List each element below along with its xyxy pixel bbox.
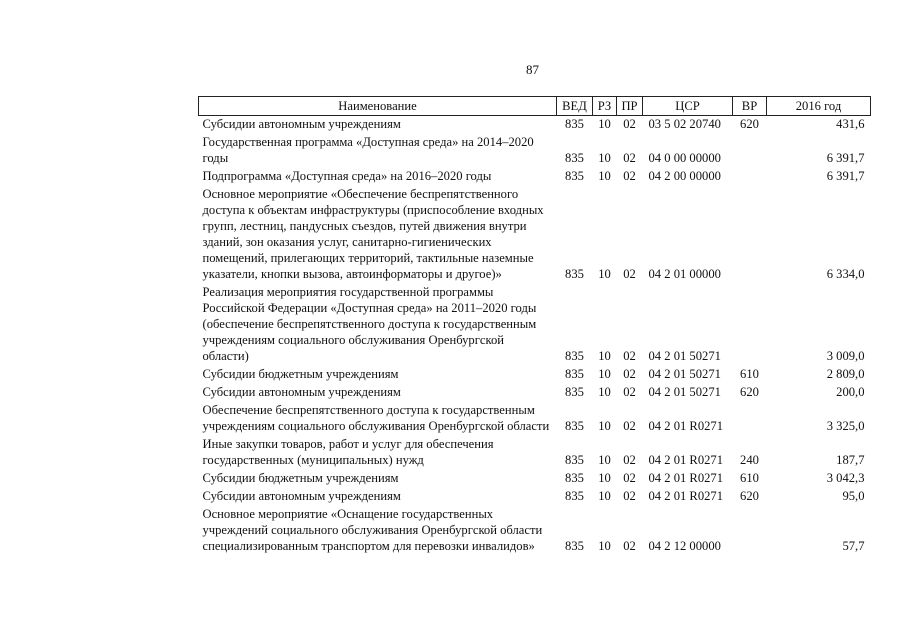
cell-csr: 03 5 02 20740 (648, 117, 721, 131)
cell-rz: 10 (598, 367, 611, 381)
cell-csr: 04 2 01 50271 (648, 385, 721, 399)
cell-amount: 3 325,0 (826, 419, 865, 433)
cell-pr: 02 (623, 367, 636, 381)
cell-rz: 10 (598, 151, 611, 165)
cell-csr: 04 2 01 R0271 (648, 453, 724, 467)
cell-rz: 10 (598, 267, 611, 281)
cell-vr (733, 504, 767, 554)
cell-amount: 3 009,0 (826, 349, 865, 363)
cell-amount: 95,0 (842, 489, 865, 503)
cell-ved: 835 (565, 471, 584, 485)
cell-amount: 3 042,3 (826, 471, 865, 485)
cell-vr (733, 132, 767, 166)
table-header (199, 97, 871, 116)
cell-rz: 10 (598, 169, 611, 183)
cell-vr (733, 166, 767, 184)
cell-ved: 835 (565, 489, 584, 503)
table-row (199, 504, 871, 554)
table-row (199, 400, 871, 434)
cell-vr: 620 (740, 385, 759, 399)
cell-pr: 02 (623, 489, 636, 503)
cell-amount: 6 391,7 (826, 151, 865, 165)
cell-amount: 187,7 (836, 453, 865, 467)
cell-amount: 57,7 (842, 539, 865, 553)
cell-pr: 02 (623, 471, 636, 485)
cell-rz: 10 (598, 419, 611, 433)
cell-ved: 835 (565, 367, 584, 381)
cell-csr: 04 0 00 00000 (648, 151, 721, 165)
table-row (199, 364, 871, 382)
cell-ved: 835 (565, 349, 584, 363)
header-vr: ВР (733, 97, 767, 116)
cell-name: Субсидии автономным учреждениям (202, 489, 401, 503)
cell-pr: 02 (623, 267, 636, 281)
header-ved: ВЕД (557, 97, 593, 116)
cell-pr: 02 (623, 539, 636, 553)
table-row (199, 132, 871, 166)
cell-csr: 04 2 01 50271 (648, 349, 721, 363)
cell-csr: 04 2 01 R0271 (648, 419, 724, 433)
cell-ved: 835 (565, 267, 584, 281)
cell-name: Иные закупки товаров, работ и услуг для обеспечения государственных (муниципальных) нужд (202, 437, 494, 467)
cell-rz: 10 (598, 349, 611, 363)
cell-name: Субсидии автономным учреждениям (202, 385, 401, 399)
cell-csr: 04 2 01 00000 (648, 267, 721, 281)
table-row (199, 282, 871, 364)
cell-vr (733, 400, 767, 434)
cell-ved: 835 (565, 539, 584, 553)
cell-ved: 835 (565, 151, 584, 165)
cell-csr: 04 2 01 50271 (648, 367, 721, 381)
table-row (199, 116, 871, 133)
cell-amount: 2 809,0 (826, 367, 865, 381)
cell-ved: 835 (565, 419, 584, 433)
cell-amount: 431,6 (836, 117, 865, 131)
cell-vr: 610 (740, 471, 759, 485)
cell-csr: 04 2 00 00000 (648, 169, 721, 183)
cell-pr: 02 (623, 419, 636, 433)
budget-table (198, 96, 871, 554)
cell-pr: 02 (623, 453, 636, 467)
cell-ved: 835 (565, 169, 584, 183)
header-year: 2016 год (767, 97, 871, 116)
header-rz: РЗ (593, 97, 617, 116)
cell-pr: 02 (623, 117, 636, 131)
cell-vr: 620 (740, 489, 759, 503)
header-csr: ЦСР (643, 97, 733, 116)
cell-rz: 10 (598, 385, 611, 399)
cell-amount: 6 334,0 (826, 267, 865, 281)
cell-rz: 10 (598, 489, 611, 503)
cell-name: Основное мероприятие «Обеспечение беспрепятственного доступа к объектам инфраструктуры (приспособление входных групп, лестниц, пандусных съездов, путей движения внутри зданий, зон оказания услуг, санитарно-гигиенических помещений, прилегающих территорий, тактильные наземные указатели, кнопки вызова, автоинформаторы и другое)» (202, 187, 544, 281)
cell-ved: 835 (565, 117, 584, 131)
cell-vr: 240 (740, 453, 759, 467)
cell-rz: 10 (598, 471, 611, 485)
cell-csr: 04 2 01 R0271 (648, 471, 724, 485)
table-row (199, 486, 871, 504)
cell-name: Подпрограмма «Доступная среда» на 2016–2020 годы (202, 169, 492, 183)
table-row (199, 166, 871, 184)
cell-rz: 10 (598, 117, 611, 131)
cell-ved: 835 (565, 453, 584, 467)
cell-name: Обеспечение беспрепятственного доступа к государственным учреждениям социального обслуживания Оренбургской области (202, 403, 550, 433)
cell-vr (733, 282, 767, 364)
cell-pr: 02 (623, 151, 636, 165)
cell-vr: 610 (740, 367, 759, 381)
cell-csr: 04 2 01 R0271 (648, 489, 724, 503)
cell-csr: 04 2 12 00000 (648, 539, 721, 553)
cell-name: Основное мероприятие «Оснащение государственных учреждений социального обслуживания Оренбургской области специализированным транспортом для перевозки инвалидов» (202, 507, 543, 553)
cell-name: Субсидии бюджетным учреждениям (202, 471, 399, 485)
cell-name: Субсидии автономным учреждениям (202, 117, 401, 131)
cell-amount: 6 391,7 (826, 169, 865, 183)
header-pr: ПР (617, 97, 643, 116)
table-body (199, 116, 871, 555)
cell-pr: 02 (623, 385, 636, 399)
cell-name: Субсидии бюджетным учреждениям (202, 367, 399, 381)
page-number: 87 (526, 62, 539, 77)
cell-name: Реализация мероприятия государственной программы Российской Федерации «Доступная среда» на 2011–2020 годы (обеспечение беспрепятственного доступа к государственным учреждениям социального обслуживания Оренбургской области) (202, 285, 537, 363)
table-row (199, 468, 871, 486)
cell-pr: 02 (623, 169, 636, 183)
cell-ved: 835 (565, 385, 584, 399)
cell-rz: 10 (598, 539, 611, 553)
cell-vr (733, 184, 767, 282)
cell-vr: 620 (740, 117, 759, 131)
table-row (199, 184, 871, 282)
table-row (199, 382, 871, 400)
cell-amount: 200,0 (836, 385, 865, 399)
table-row (199, 434, 871, 468)
cell-pr: 02 (623, 349, 636, 363)
cell-name: Государственная программа «Доступная среда» на 2014–2020 годы (202, 135, 534, 165)
cell-rz: 10 (598, 453, 611, 467)
header-name: Наименование (199, 97, 557, 116)
